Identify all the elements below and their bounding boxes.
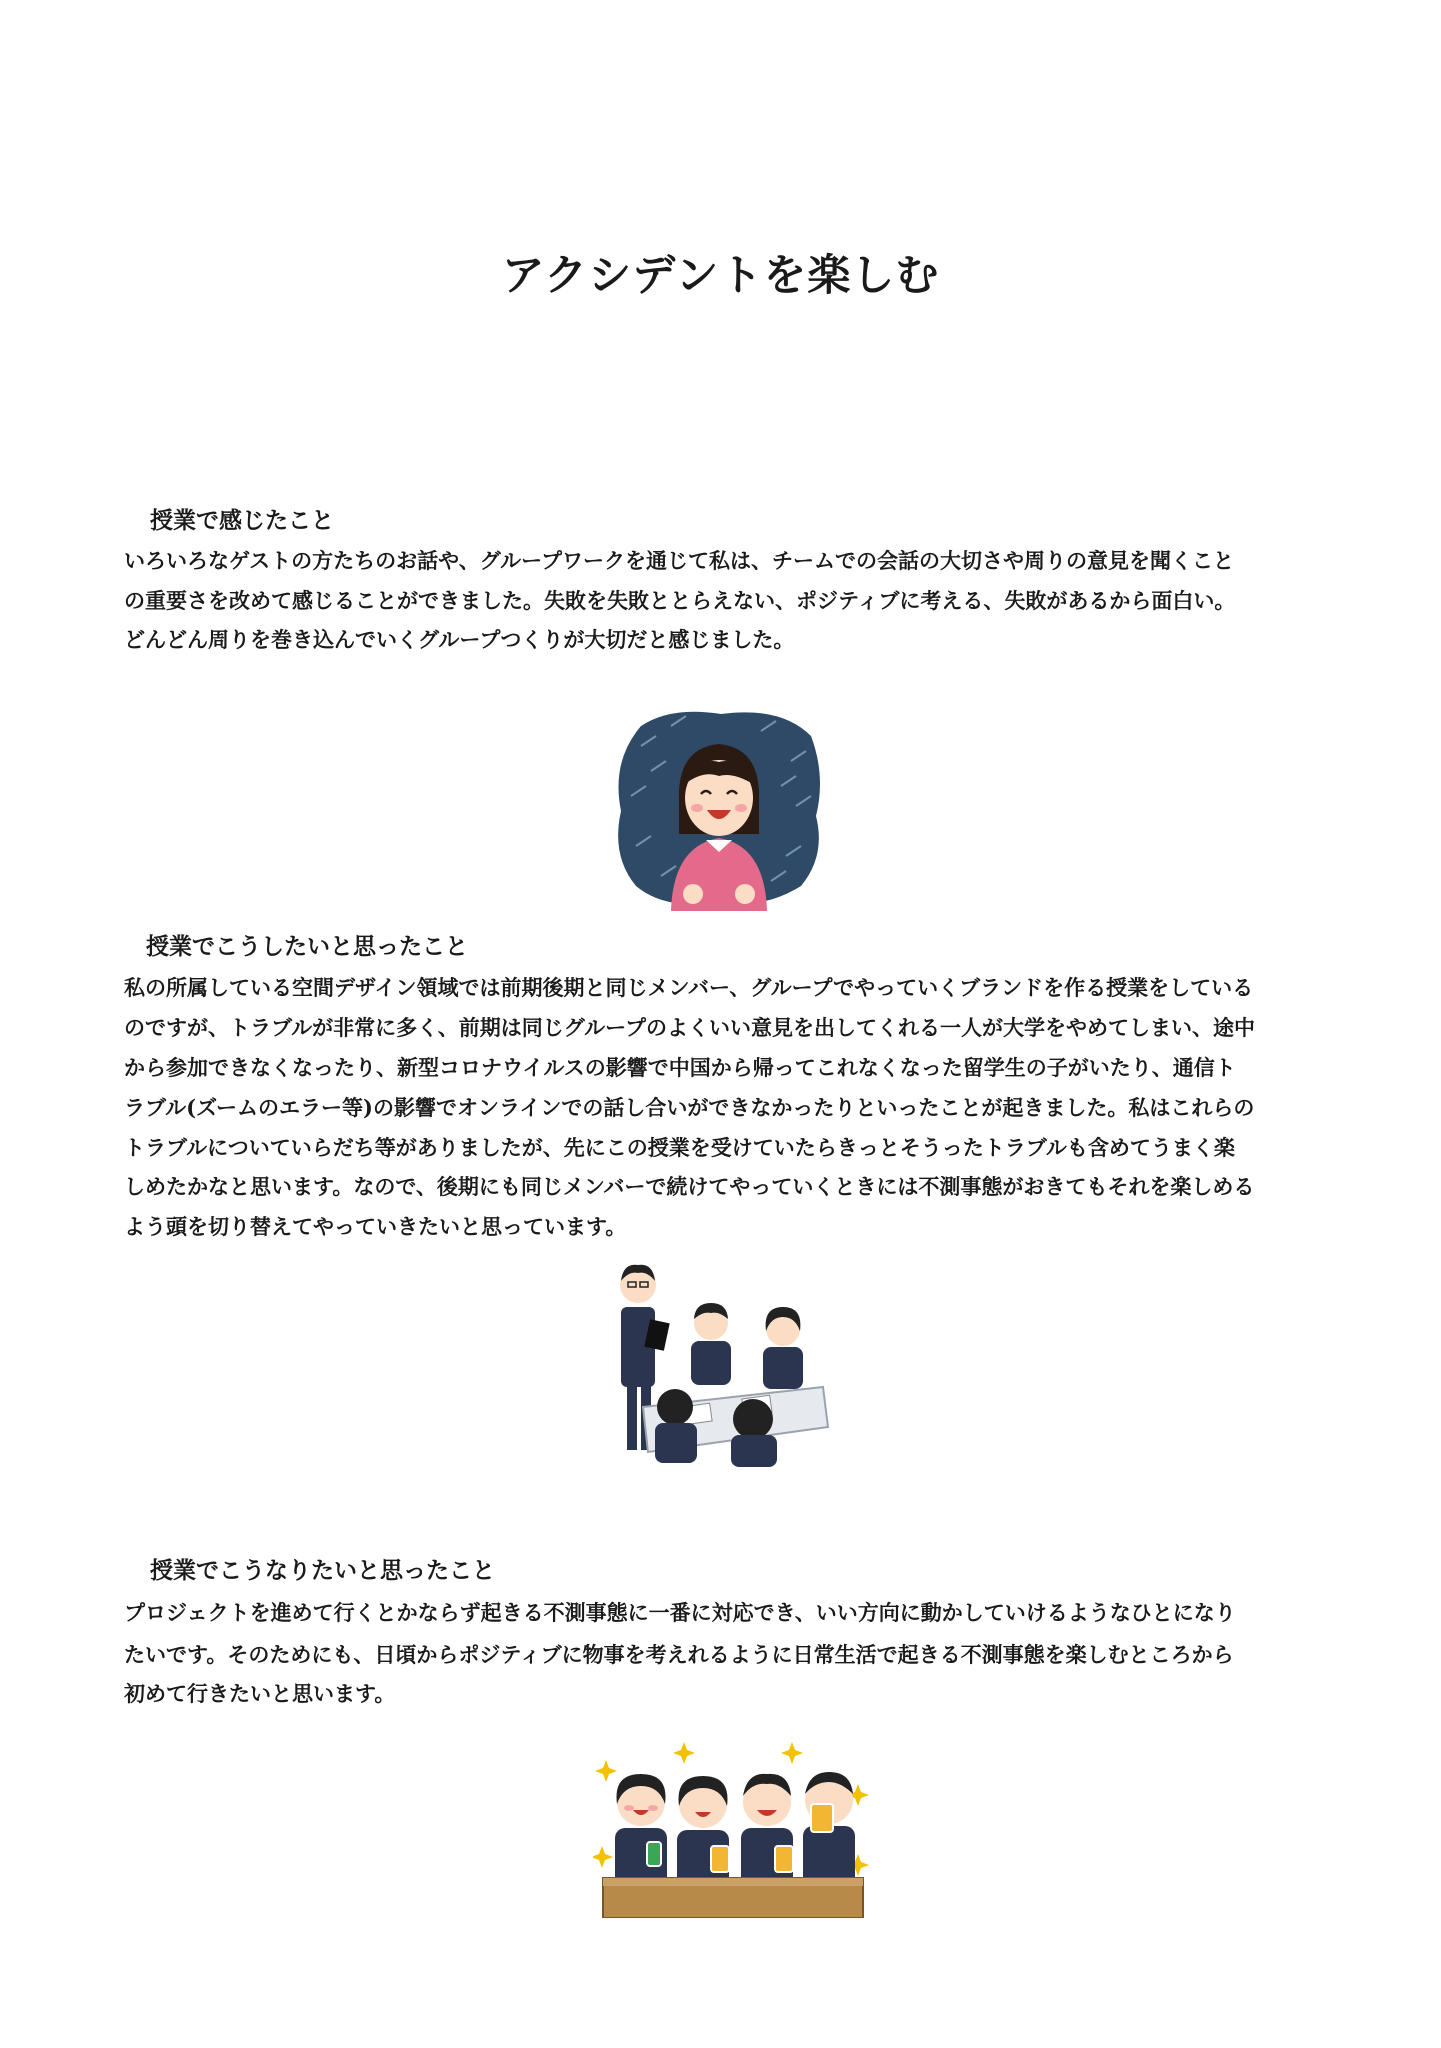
body-line: プロジェクトを進めて行くとかならず起きる不測事態に一番に対応でき、いい方向に動かしていけるようなひとになり [124, 1600, 1236, 1625]
body-line: から参加できなくなったり、新型コロナウイルスの影響で中国から帰ってこれなくなった留学生の子がいたり、通信ト [124, 1055, 1236, 1080]
section-heading-felt: 授業で感じたこと [150, 507, 334, 534]
business-meeting-illustration [613, 1257, 833, 1467]
section-heading-want-to-become: 授業でこうなりたいと思ったこと [150, 1557, 495, 1584]
body-line: ラブル(ズームのエラー等)の影響でオンラインでの話し合いができなかったりといったことが起きました。私はこれらの [124, 1095, 1255, 1120]
body-line: たいです。そのためにも、日頃からポジティブに物事を考えれるように日常生活で起きる不測事態を楽しむところから [124, 1642, 1234, 1667]
body-line: の重要さを改めて感じることができました。失敗を失敗ととらえない、ポジティブに考える、失敗があるから面白い。 [124, 588, 1236, 613]
smiling-woman-in-rain-illustration [611, 706, 826, 911]
body-line: いろいろなゲストの方たちのお話や、グループワークを通じて私は、チームでの会話の大切さや周りの意見を聞くこと [124, 548, 1235, 573]
body-line: しめたかなと思います。なので、後期にも同じメンバーで続けてやっていくときには不測事態がおきてもそれを楽しめる [124, 1174, 1255, 1199]
body-line: 私の所属している空間デザイン領域では前期後期と同じメンバー、グループでやっていくブランドを作る授業をしている [124, 975, 1254, 1000]
body-line: よう頭を切り替えてやっていきたいと思っています。 [124, 1214, 627, 1239]
body-line: のですが、トラブルが非常に多く、前期は同じグループのよくいい意見を出してくれる一人が大学をやめてしまい、途中 [124, 1015, 1256, 1040]
body-line: 初めて行きたいと思います。 [124, 1681, 396, 1706]
section-heading-want-to-do: 授業でこうしたいと思ったこと [146, 933, 468, 960]
body-line: トラブルについていらだち等がありましたが、先にこの授業を受けていたらきっとそうったトラブルも含めてうまく楽 [124, 1135, 1235, 1160]
team-celebration-toast-illustration [593, 1742, 873, 1918]
body-line: どんどん周りを巻き込んでいくグループつくりが大切だと感じました。 [124, 627, 795, 652]
page-title: アクシデントを楽しむ [501, 251, 940, 301]
